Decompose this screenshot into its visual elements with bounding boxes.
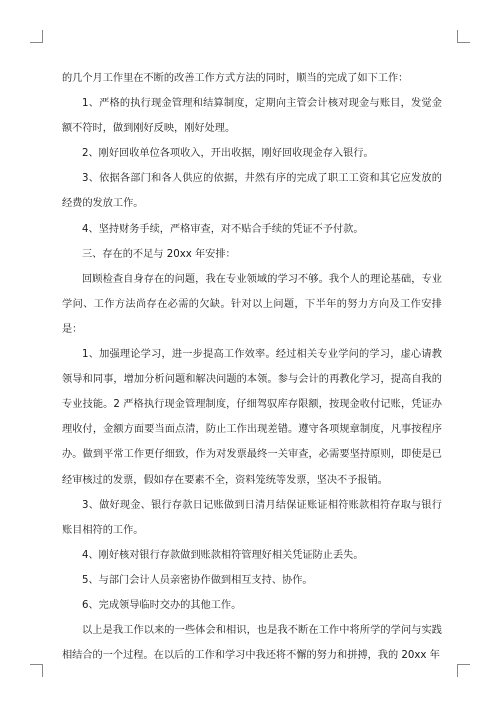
paragraph: 回顾检查自身存在的问题，我在专业领域的学习不够。我个人的理论基础，专业学问、工作方法尚存在必需的欠缺。针对以上问题，下半年的努力方向及工作安排是： bbox=[62, 273, 442, 335]
paragraph: 4、坚持财务手续，严格审查，对不贴合手续的凭证不予付款。 bbox=[82, 223, 364, 235]
paragraph: 的几个月工作里在不断的改善工作方式方法的同时，顺当的完成了如下工作： bbox=[62, 73, 409, 84]
paragraph: 5、与部门会计人员亲密协作做到相互支持、协作。 bbox=[82, 574, 313, 586]
paragraph: 2、刚好回收单位各项收入，开出收据，刚好回收现金存入银行。 bbox=[82, 148, 374, 160]
paragraph: 6、完成领导临时交办的其他工作。 bbox=[82, 599, 242, 611]
paragraph: 1、加强理论学习，进一步提高工作效率。经过相关专业学问的学习，虚心请教领导和同事，增加分析问题和解决问题的本领。参与会计的再教化学习，提高自我的专业技能。2 严格执行现金管理制度，仔细驾驭库存限额，按现金收付记账，凭证办理收付，金额方面要当面点清，防止工作出现差错。遵守各项规章制度，凡事按程序办。做到平常工作更仔细致，作为对发票最终一关审查，必需要坚持原则，即使是已经审核过的发票，假如存在要素不全，资料笼统等发票，坚决不予报销。 bbox=[62, 349, 442, 486]
document-body bbox=[62, 66, 442, 668]
paragraph: 3、依据各部门和各人供应的依据，井然有序的完成了职工工资和其它应发放的经费的发放工作。 bbox=[62, 173, 442, 210]
crop-mark-top-right bbox=[457, 30, 470, 43]
section-heading: 三、存在的不足与 20xx 年安排： bbox=[82, 248, 236, 260]
crop-mark-top-left bbox=[30, 30, 43, 43]
crop-mark-bottom-left bbox=[30, 664, 43, 677]
paragraph: 3、做好现金、银行存款日记账做到日清月结保证账证相符账款相符存取与银行账目相符的工作。 bbox=[62, 499, 442, 536]
crop-mark-bottom-right bbox=[457, 664, 470, 677]
paragraph: 以上是我工作以来的一些体会和相识，也是我不断在工作中将所学的学问与实践相结合的一个过程。在以后的工作和学习中我还将不懈的努力和拼搏，我的 20xx 年 bbox=[62, 625, 442, 662]
paragraph: 4、刚好核对银行存款做到账款相符管理好相关凭证防止丢失。 bbox=[82, 549, 364, 561]
paragraph: 1、严格的执行现金管理和结算制度，定期向主管会计核对现金与账目，发觉金额不符时，做到刚好反映，刚好处理。 bbox=[62, 98, 442, 135]
